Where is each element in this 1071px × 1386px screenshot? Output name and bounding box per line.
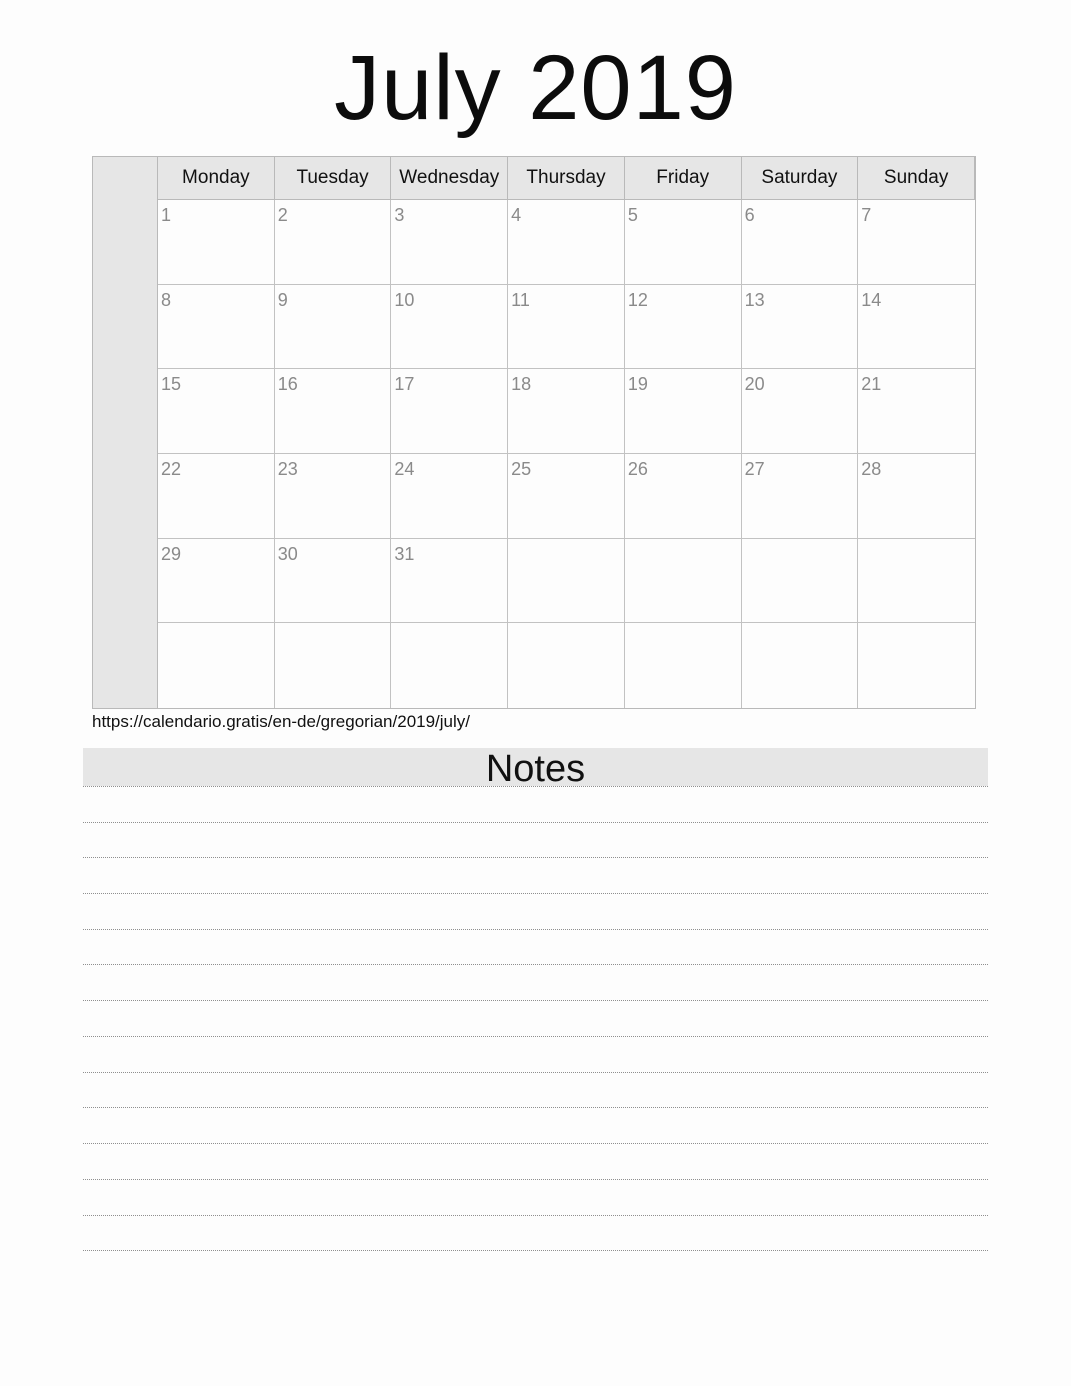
note-line	[83, 857, 988, 858]
day-number: 31	[394, 543, 415, 564]
day-cell	[742, 454, 859, 539]
day-cell	[275, 285, 392, 370]
day-number: 2	[277, 205, 288, 225]
note-line	[83, 1215, 988, 1216]
day-cell	[508, 539, 625, 624]
day-cell	[158, 623, 275, 708]
note-line	[83, 1143, 988, 1144]
day-cell	[742, 285, 859, 370]
day-cell	[858, 200, 975, 285]
day-cell	[275, 454, 392, 539]
day-cell	[158, 285, 275, 370]
day-number: 24	[394, 458, 415, 479]
day-number: 27	[744, 458, 765, 479]
day-number: 5	[627, 205, 638, 225]
day-cell	[508, 454, 625, 539]
week-number-column	[93, 157, 158, 708]
note-line	[83, 1000, 988, 1001]
day-cell	[275, 539, 392, 624]
day-cell	[625, 454, 742, 539]
calendar-grid	[92, 156, 976, 709]
day-cell	[158, 454, 275, 539]
day-number: 15	[161, 374, 182, 395]
note-line	[83, 964, 988, 965]
day-cell	[625, 200, 742, 285]
day-cell	[391, 369, 508, 454]
day-cell	[858, 369, 975, 454]
day-number: 10	[394, 289, 415, 310]
day-number: 14	[861, 289, 882, 310]
day-cell	[625, 285, 742, 370]
weekday-header-saturday: Saturday	[742, 157, 859, 200]
day-number: 22	[161, 458, 182, 479]
day-cell	[625, 623, 742, 708]
day-number: 16	[277, 374, 298, 395]
note-line	[83, 1250, 988, 1251]
day-number: 13	[744, 289, 765, 310]
day-cell	[158, 200, 275, 285]
note-line	[83, 893, 988, 894]
day-cell	[858, 454, 975, 539]
day-cell	[625, 369, 742, 454]
day-number: 18	[511, 374, 532, 395]
weekday-header-friday: Friday	[625, 157, 742, 200]
day-number: 8	[161, 289, 172, 310]
day-number: 4	[511, 205, 522, 225]
weekday-header-sunday: Sunday	[858, 157, 975, 200]
weekday-header-thursday: Thursday	[508, 157, 625, 200]
day-cell	[391, 200, 508, 285]
day-number: 30	[277, 543, 298, 564]
day-number: 28	[861, 458, 882, 479]
day-number: 19	[627, 374, 648, 395]
day-cell	[625, 539, 742, 624]
notes-heading: Notes	[83, 748, 988, 786]
day-cell	[275, 200, 392, 285]
day-number: 6	[744, 205, 755, 225]
day-number: 12	[627, 289, 648, 310]
day-number: 29	[161, 543, 182, 564]
day-cell	[391, 539, 508, 624]
note-line	[83, 1107, 988, 1108]
note-line	[83, 786, 988, 787]
day-number: 9	[277, 289, 288, 310]
note-line	[83, 1036, 988, 1037]
weekday-header-tuesday: Tuesday	[275, 157, 392, 200]
day-number: 17	[394, 374, 415, 395]
day-cell	[391, 623, 508, 708]
day-cell	[508, 285, 625, 370]
day-cell	[508, 623, 625, 708]
day-cell	[858, 623, 975, 708]
weekday-header-monday: Monday	[158, 157, 275, 200]
day-cell	[742, 200, 859, 285]
calendar-title: July 2019	[334, 37, 737, 139]
note-line	[83, 1072, 988, 1073]
day-cell	[858, 285, 975, 370]
note-line	[83, 929, 988, 930]
note-line	[83, 822, 988, 823]
note-line	[83, 1179, 988, 1180]
day-number: 25	[511, 458, 532, 479]
day-cell	[275, 369, 392, 454]
day-number: 1	[161, 205, 172, 225]
day-number: 11	[511, 289, 530, 310]
day-number: 20	[744, 374, 765, 395]
day-number: 3	[394, 205, 405, 225]
day-number: 7	[861, 205, 872, 225]
day-cell	[508, 200, 625, 285]
day-cell	[275, 623, 392, 708]
day-cell	[391, 454, 508, 539]
day-number: 21	[861, 374, 882, 395]
day-cell	[508, 369, 625, 454]
day-cell	[858, 539, 975, 624]
day-cell	[158, 539, 275, 624]
day-cell	[742, 623, 859, 708]
weekday-header-wednesday: Wednesday	[391, 157, 508, 200]
day-number: 23	[277, 458, 298, 479]
day-cell	[742, 539, 859, 624]
day-cell	[391, 285, 508, 370]
day-number: 26	[627, 458, 648, 479]
day-cell	[158, 369, 275, 454]
source-url: https://calendario.gratis/en-de/gregorian/2019/july/	[92, 712, 471, 731]
day-cell	[742, 369, 859, 454]
